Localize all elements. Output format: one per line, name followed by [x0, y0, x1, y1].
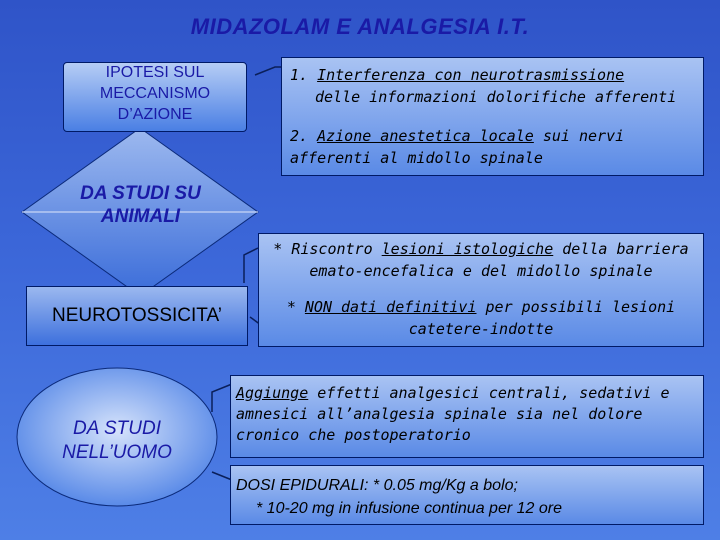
mech-item-2-underlined: Azione anestetica locale [317, 127, 534, 145]
human-studies-label: DA STUDI NELL’UOMO [62, 418, 172, 463]
mech-item-1-rest: delle informazioni dolorifiche afferenti [315, 88, 677, 106]
finding-1-cont: emato-encefalica e del midollo spinale [309, 262, 653, 280]
finding-2-rest: per possibili lesioni [485, 298, 676, 316]
mech-item-1-underlined: Interferenza con neurotrasmissione [317, 66, 625, 84]
diamond-label: DA STUDI SU ANIMALI [80, 183, 201, 227]
effects-text [236, 383, 702, 446]
finding-1 [262, 238, 700, 282]
neurotoxicity-label: NEUROTOSSICITA’ [52, 305, 222, 326]
dose-line-1: DOSI EPIDURALI: * 0.05 mg/Kg a bolo; [236, 477, 518, 494]
finding-1-prefix: * Riscontro [273, 240, 373, 258]
finding-1-rest: della barriera [562, 240, 689, 258]
connector-neuro-top [244, 248, 258, 283]
connector-human-bottom [212, 472, 232, 480]
finding-2-underlined: NON dati definitivi [304, 298, 477, 316]
mechanism-label: IPOTESI SUL MECCANISMO D’AZIONE [99, 64, 211, 123]
finding-1-underlined: lesioni istologiche [381, 240, 554, 258]
mech-item-1 [290, 64, 700, 108]
finding-2-cont: catetere-indotte [408, 320, 554, 338]
effects-underlined: Aggiunge [236, 384, 309, 402]
mech-item-2-num: 2. [290, 127, 309, 145]
page-title: MIDAZOLAM E ANALGESIA I.T. [190, 14, 530, 39]
mech-item-2-rest: sui nervi afferenti al midollo spinale [290, 127, 625, 167]
mech-item-2 [290, 125, 700, 169]
mech-item-1-num: 1. [290, 66, 309, 84]
dose-line-2: * 10-20 mg in infusione continua per 12 ore [256, 500, 562, 517]
finding-2 [262, 296, 700, 340]
effects-rest: effetti analgesici centrali, sedativi e amnesici all’analgesia spinale sia nel dolore cronico che postoperatorio [236, 384, 670, 444]
finding-2-prefix: * [286, 298, 296, 316]
connector-human-top [212, 384, 232, 412]
